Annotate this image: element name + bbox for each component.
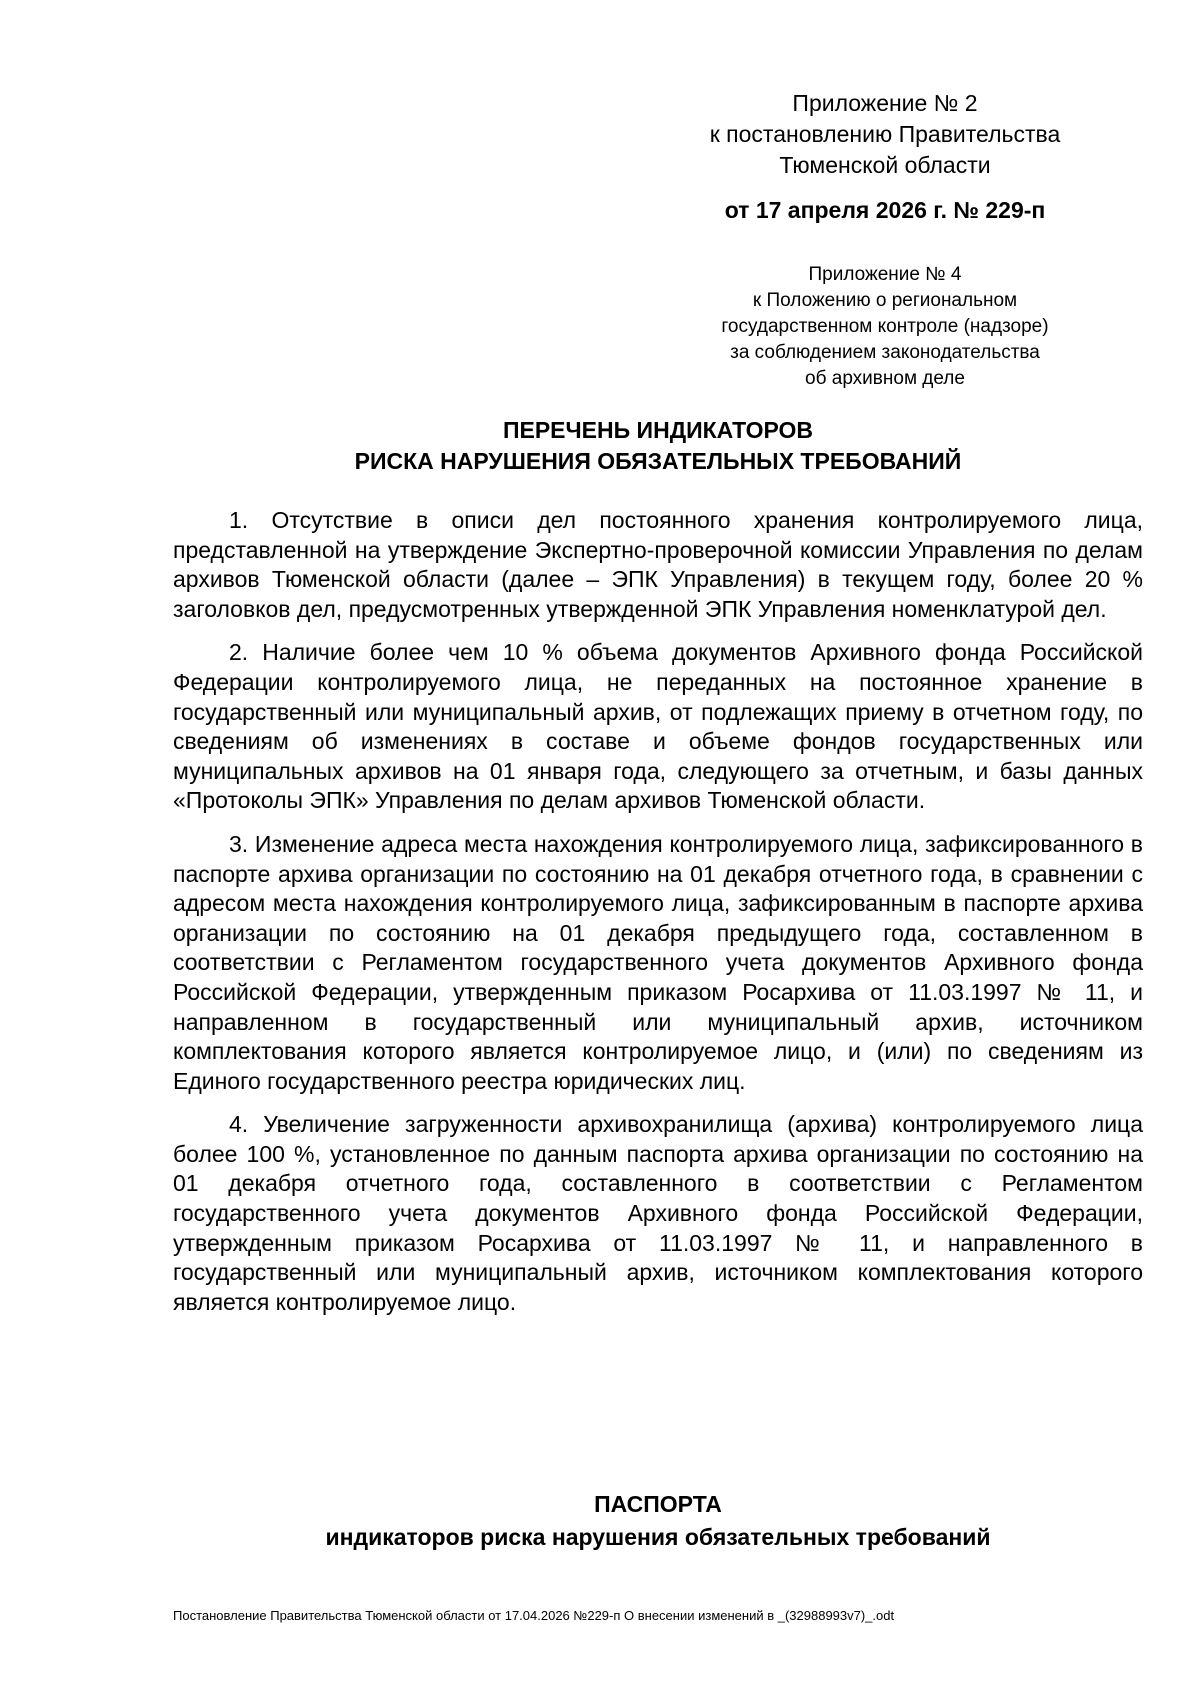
title-line1: ПЕРЕЧЕНЬ ИНДИКАТОРОВ: [502, 417, 814, 443]
title-line2: РИСКА НАРУШЕНИЯ ОБЯЗАТЕЛЬНЫХ ТРЕБОВАНИЙ: [354, 448, 962, 474]
indicator-paragraph-2: 2. Наличие более чем 10 % объема документов Архивного фонда Российской Федерации контролируемого лица, не переданных на постоянное хранение в государственный или муниципальный архив, от подлежащих приему в отчетном году, по сведениям об изменениях в составе и объеме фондов государственных или муниципальных архивов на 01 января года, следующего за отчетным, и базы данных «Протоколы ЭПК» Управления по делам архивов Тюменской области.: [173, 639, 1143, 814]
annex-main-line3: Тюменской области: [779, 152, 991, 178]
annex-main-line2: к постановлению Правительства: [709, 121, 1061, 147]
annex-sub-line4: за соблюдением законодательства: [730, 342, 1040, 363]
annex-sub-line3: государственном контроле (надзоре): [721, 316, 1049, 337]
annex-sub-block: [700, 262, 1070, 392]
passport-heading: [173, 1488, 1143, 1554]
annex-main-date-number: от 17 апреля 2026 г. № 229-п: [724, 197, 1046, 223]
indicator-list: [173, 506, 1143, 1331]
page-footer: Постановление Правительства Тюменской области от 17.04.2026 №229-п О внесении изменений в _(32988993v7)_.odt: [173, 1608, 895, 1623]
annex-main-block: [660, 88, 1110, 226]
annex-sub-line5: об архивном деле: [805, 368, 965, 389]
indicator-paragraph-1: 1. Отсутствие в описи дел постоянного хранения контролируемого лица, представленной на утверждение Экспертно-проверочной комиссии Управления по делам архивов Тюменской области (далее – ЭПК Управления) в текущем году, более 20 % заголовков дел, предусмотренных утвержденной ЭПК Управления номенклатурой дел.: [173, 507, 1143, 622]
indicator-paragraph-4: 4. Увеличение загруженности архивохранилища (архива) контролируемого лица более 100 %, установленное по данным паспорта архива организации по состоянию на 01 декабря отчетного года, составленного в соответствии с Регламентом государственного учета документов Архивного фонда Российской Федерации, утвержденным приказом Росархива от 11.03.1997 № 11, и направленного в государственный или муниципальный архив, источником комплектования которого является контролируемое лицо.: [173, 1111, 1143, 1315]
annex-main-line1: Приложение № 2: [792, 90, 978, 116]
annex-sub-line2: к Положению о региональном: [752, 290, 1018, 311]
passport-line2: индикаторов риска нарушения обязательных требований: [325, 1524, 991, 1550]
annex-sub-line1: Приложение № 4: [808, 264, 962, 285]
passport-line1: ПАСПОРТА: [594, 1491, 722, 1517]
indicator-paragraph-3: 3. Изменение адреса места нахождения контролируемого лица, зафиксированного в паспорте архива организации по состоянию на 01 декабря отчетного года, в сравнении с адресом места нахождения контролируемого лица, зафиксированным в паспорте архива организации по состоянию на 01 декабря предыдущего года, составленном в соответствии с Регламентом государственного учета документов Архивного фонда Российской Федерации, утвержденным приказом Росархива от 11.03.1997 № 11, и направленном в государственный или муниципальный архив, источником комплектования которого является контролируемое лицо, и (или) по сведениям из Единого государственного реестра юридических лиц.: [173, 830, 1143, 1094]
document-title: [173, 415, 1143, 477]
